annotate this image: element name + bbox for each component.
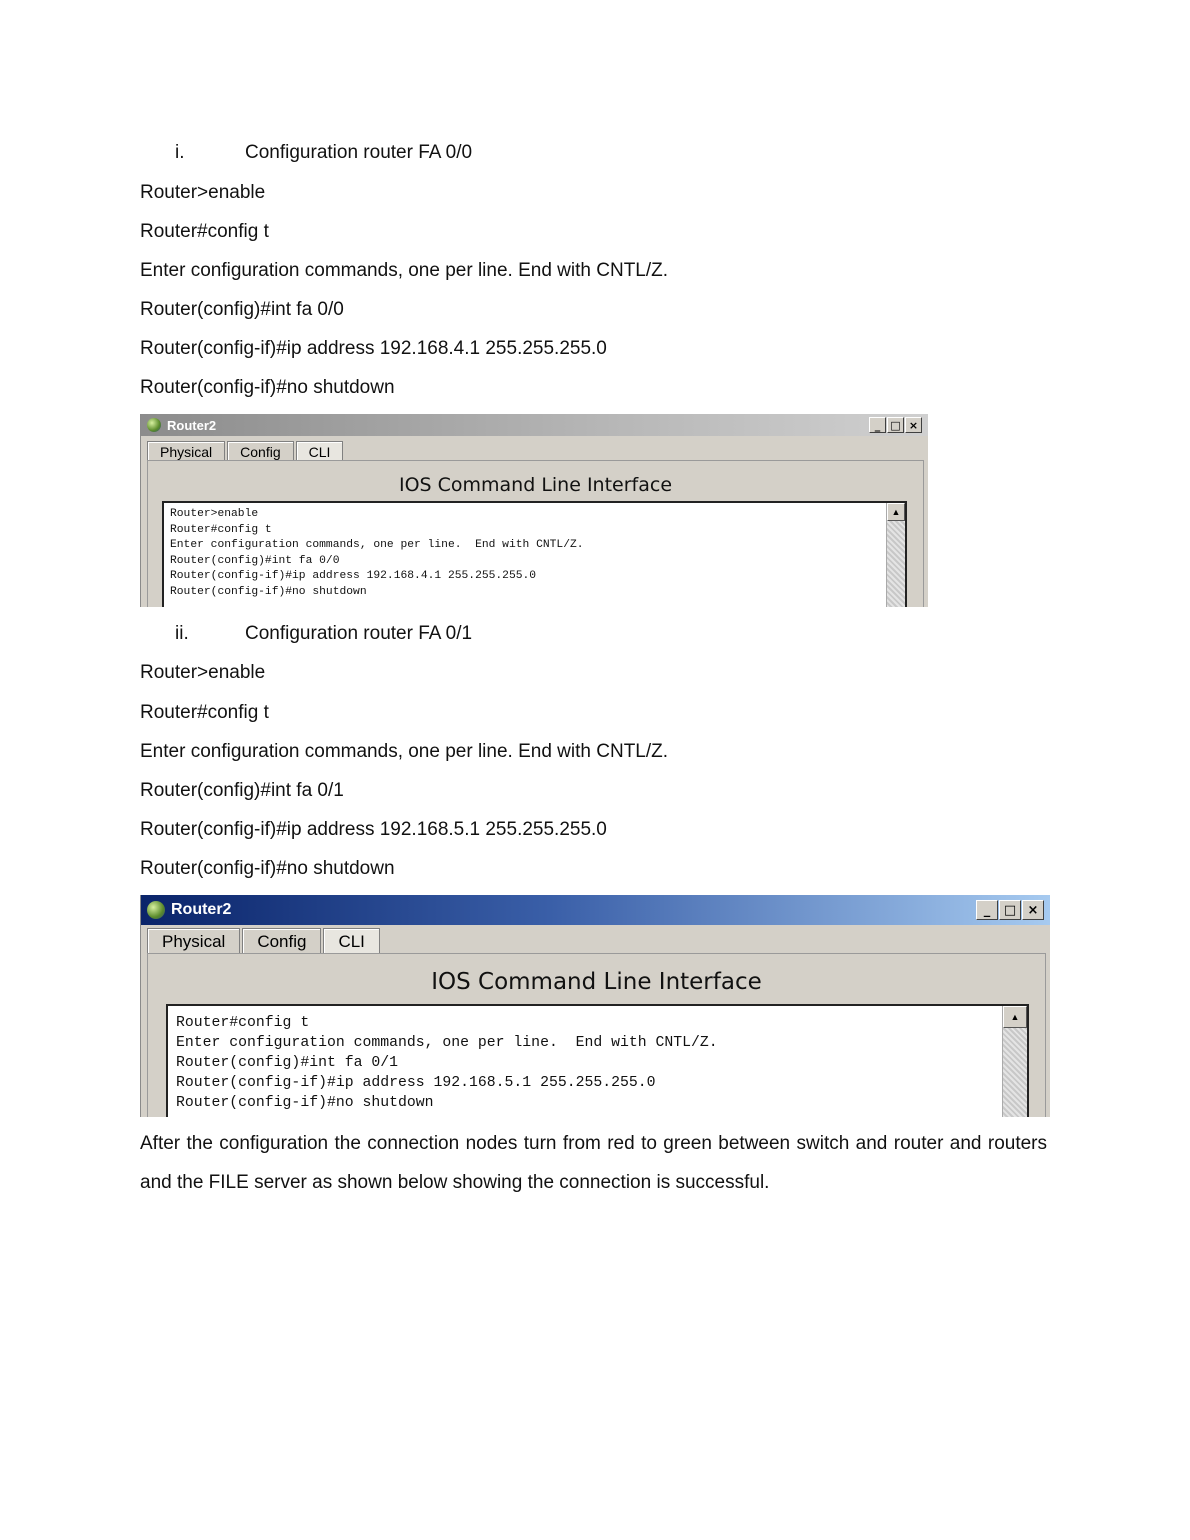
list-number: i. xyxy=(175,142,185,163)
tab-bar xyxy=(147,928,382,954)
tab-config[interactable]: Config xyxy=(227,441,293,461)
window-title: Router2 xyxy=(167,417,217,433)
cli-panel xyxy=(147,953,1046,1117)
console-line: Router#config t xyxy=(176,1015,310,1031)
text-line: Router>enable xyxy=(140,662,266,683)
vertical-scrollbar[interactable] xyxy=(1002,1006,1027,1117)
console-line: Router(config-if)#no shutdown xyxy=(176,1095,434,1111)
minimize-icon[interactable]: _ xyxy=(976,900,998,920)
text-line: Router>enable xyxy=(140,182,266,203)
text-line: Enter configuration commands, one per line. End with CNTL/Z. xyxy=(140,741,669,762)
text-line: Router(config-if)#ip address 192.168.5.1 255.255.255.0 xyxy=(140,819,607,840)
close-icon[interactable]: × xyxy=(1022,900,1044,920)
text-line: Router(config)#int fa 0/1 xyxy=(140,780,344,801)
tab-cli[interactable]: CLI xyxy=(323,928,379,954)
body-paragraph: After the configuration the connection nodes turn from red to green between switch and router and routers and the FILE server as shown below showing the connection is successful. xyxy=(140,1133,1047,1193)
scroll-up-icon[interactable]: ▲ xyxy=(1003,1006,1027,1028)
maximize-icon[interactable]: □ xyxy=(887,417,904,433)
text-line: Router(config-if)#no shutdown xyxy=(140,858,395,879)
window-controls xyxy=(869,417,922,433)
text-line: Router(config)#int fa 0/0 xyxy=(140,299,344,320)
console-line: Router(config)#int fa 0/0 xyxy=(170,554,340,567)
vertical-scrollbar[interactable] xyxy=(886,503,905,607)
panel-title: IOS Command Line Interface xyxy=(431,969,762,995)
maximize-icon[interactable]: □ xyxy=(999,900,1021,920)
console-line: Router(config-if)#ip address 192.168.5.1 255.255.255.0 xyxy=(176,1075,656,1091)
text-line: Enter configuration commands, one per line. End with CNTL/Z. xyxy=(140,260,669,281)
text-line: Router(config-if)#ip address 192.168.4.1 255.255.255.0 xyxy=(140,338,607,359)
tab-physical[interactable]: Physical xyxy=(147,441,225,461)
console-output[interactable] xyxy=(166,1004,1029,1117)
panel-title: IOS Command Line Interface xyxy=(398,474,673,496)
window-titlebar xyxy=(141,414,928,436)
scroll-up-icon[interactable]: ▲ xyxy=(887,503,905,521)
tab-config[interactable]: Config xyxy=(242,928,321,954)
console-line: Router>enable xyxy=(170,508,259,520)
console-line: Enter configuration commands, one per line. End with CNTL/Z. xyxy=(170,539,584,552)
heading-text: Configuration router FA 0/0 xyxy=(245,142,473,163)
console-line: Router(config)#int fa 0/1 xyxy=(176,1055,398,1071)
minimize-icon[interactable]: _ xyxy=(869,417,886,433)
tab-cli[interactable]: CLI xyxy=(296,441,344,461)
tab-bar xyxy=(147,441,345,461)
heading-text: Configuration router FA 0/1 xyxy=(245,623,473,644)
console-line: Enter configuration commands, one per line. End with CNTL/Z. xyxy=(176,1035,718,1051)
router-app-icon xyxy=(147,418,161,432)
console-line: Router#config t xyxy=(170,523,272,536)
router-cli-screenshot xyxy=(140,414,928,607)
close-icon[interactable]: × xyxy=(905,417,922,433)
console-line: Router(config-if)#no shutdown xyxy=(170,585,367,598)
window-controls xyxy=(976,900,1044,920)
router-cli-screenshot xyxy=(140,895,1050,1117)
console-output[interactable] xyxy=(162,501,907,607)
router-app-icon xyxy=(147,901,165,919)
text-line: Router(config-if)#no shutdown xyxy=(140,377,395,398)
list-number: ii. xyxy=(175,623,189,644)
console-line: Router(config-if)#ip address 192.168.4.1 255.255.255.0 xyxy=(170,570,537,583)
window-titlebar xyxy=(141,895,1050,925)
text-line: Router#config t xyxy=(140,221,269,242)
window-title: Router2 xyxy=(171,901,232,918)
text-line: Router#config t xyxy=(140,702,269,723)
tab-physical[interactable]: Physical xyxy=(147,928,240,954)
cli-panel xyxy=(147,460,924,607)
